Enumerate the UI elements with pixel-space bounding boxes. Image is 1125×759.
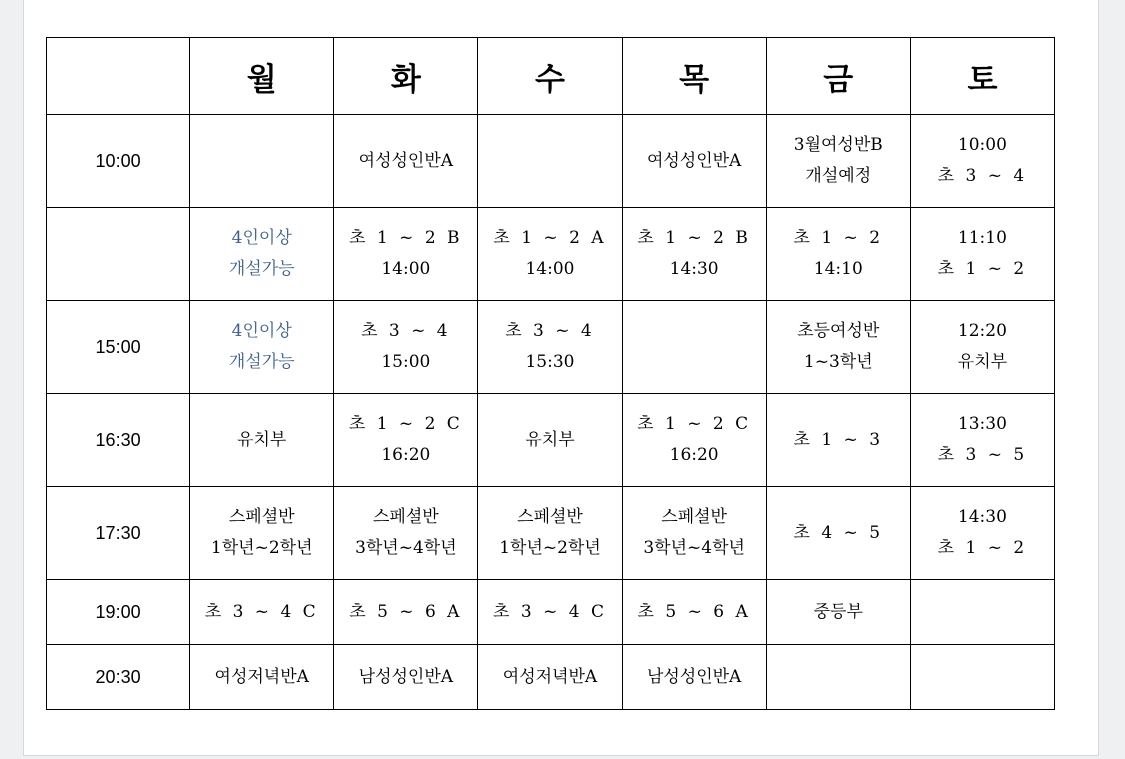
class-line: 4인이상 xyxy=(231,321,292,341)
class-line: 초 1 ~ 2 C xyxy=(348,414,463,434)
class-line: 초 1 ~ 2 xyxy=(937,538,1028,558)
class-line: 스페셜반 xyxy=(661,507,727,527)
class-line: 12:20 xyxy=(957,321,1007,341)
day-header-sat: 토 xyxy=(910,38,1054,115)
schedule-cell xyxy=(190,208,334,301)
schedule-cell xyxy=(622,580,766,645)
schedule-cell xyxy=(190,115,334,208)
class-line: 여성성인반A xyxy=(646,150,742,171)
header-row xyxy=(47,38,1055,115)
schedule-cell xyxy=(910,208,1054,301)
schedule-cell xyxy=(622,301,766,394)
class-line: 14:30 xyxy=(957,507,1007,527)
schedule-cell xyxy=(622,645,766,710)
class-line: 초 3 ~ 4 C xyxy=(204,601,319,622)
class-line: 초 3 ~ 4 xyxy=(937,166,1028,186)
class-line: 초 1 ~ 2 A xyxy=(493,228,607,248)
schedule-cell xyxy=(766,208,910,301)
class-line: 3학년~4학년 xyxy=(643,538,745,558)
schedule-cell xyxy=(190,645,334,710)
schedule-cell xyxy=(622,115,766,208)
document-page xyxy=(23,0,1099,756)
schedule-cell xyxy=(766,301,910,394)
schedule-cell xyxy=(334,394,478,487)
class-line: 11:10 xyxy=(957,228,1007,248)
day-header-thu: 목 xyxy=(622,38,766,115)
class-line: 초 1 ~ 2 C xyxy=(637,414,752,434)
schedule-cell xyxy=(766,394,910,487)
day-header-wed: 수 xyxy=(478,38,622,115)
corner-cell xyxy=(47,38,190,115)
table-row xyxy=(47,580,1055,645)
schedule-cell xyxy=(478,580,622,645)
day-header-fri: 금 xyxy=(766,38,910,115)
class-line: 14:10 xyxy=(813,259,863,279)
class-line: 스페셜반 xyxy=(228,507,295,527)
time-cell: 10:00 xyxy=(47,115,190,208)
schedule-cell xyxy=(910,580,1054,645)
schedule-cell xyxy=(478,301,622,394)
table-row xyxy=(47,394,1055,487)
schedule-cell xyxy=(190,301,334,394)
time-cell: 16:30 xyxy=(47,394,190,487)
class-line: 초 1 ~ 2 B xyxy=(349,228,463,248)
class-line: 초 3 ~ 4 xyxy=(505,321,595,341)
schedule-cell xyxy=(622,394,766,487)
time-cell: 15:00 xyxy=(47,301,190,394)
schedule-cell xyxy=(190,487,334,580)
class-line: 4인이상 xyxy=(231,228,292,248)
schedule-cell xyxy=(766,115,910,208)
class-line: 16:20 xyxy=(669,445,719,465)
class-line: 14:00 xyxy=(525,259,575,279)
class-line: 1학년~2학년 xyxy=(210,538,313,558)
schedule-cell xyxy=(334,645,478,710)
schedule-cell xyxy=(766,580,910,645)
schedule-cell xyxy=(334,301,478,394)
schedule-cell xyxy=(478,115,622,208)
schedule-cell xyxy=(334,487,478,580)
class-line: 14:00 xyxy=(381,259,431,279)
class-line: 개설예정 xyxy=(805,166,872,186)
class-line: 스페셜반 xyxy=(517,507,583,527)
class-line: 14:30 xyxy=(669,259,719,279)
class-line: 3월여성반B xyxy=(793,135,883,155)
class-line: 10:00 xyxy=(957,135,1007,155)
class-schedule-table xyxy=(46,37,1055,710)
class-line: 초 3 ~ 4 C xyxy=(493,601,607,622)
schedule-cell xyxy=(910,115,1054,208)
schedule-cell xyxy=(334,580,478,645)
schedule-cell xyxy=(910,394,1054,487)
class-line: 유치부 xyxy=(525,429,575,450)
schedule-cell xyxy=(478,208,622,301)
class-line: 남성성인반A xyxy=(358,666,454,687)
table-row xyxy=(47,645,1055,710)
schedule-cell xyxy=(766,645,910,710)
class-line: 초 1 ~ 2 xyxy=(793,228,884,248)
class-line: 여성성인반A xyxy=(358,150,454,171)
class-line: 초 1 ~ 2 xyxy=(937,259,1028,279)
class-line: 3학년~4학년 xyxy=(355,538,457,558)
class-line: 15:30 xyxy=(525,352,575,372)
class-line: 초등여성반 xyxy=(797,321,880,341)
schedule-cell xyxy=(766,487,910,580)
class-line: 중등부 xyxy=(813,601,863,622)
time-cell xyxy=(47,208,190,301)
schedule-cell xyxy=(478,487,622,580)
schedule-cell xyxy=(334,115,478,208)
schedule-cell xyxy=(622,208,766,301)
day-header-mon: 월 xyxy=(190,38,334,115)
day-header-tue: 화 xyxy=(334,38,478,115)
class-line: 13:30 xyxy=(957,414,1007,434)
schedule-cell xyxy=(190,394,334,487)
schedule-cell xyxy=(910,301,1054,394)
class-line: 초 1 ~ 3 xyxy=(793,429,884,450)
time-cell: 17:30 xyxy=(47,487,190,580)
table-row xyxy=(47,115,1055,208)
class-line: 남성성인반A xyxy=(646,666,742,687)
class-line: 유치부 xyxy=(957,352,1008,372)
time-cell: 20:30 xyxy=(47,645,190,710)
class-line: 1학년~2학년 xyxy=(499,538,601,558)
class-line: 스페셜반 xyxy=(373,507,439,527)
schedule-cell xyxy=(334,208,478,301)
time-cell: 19:00 xyxy=(47,580,190,645)
class-line: 유치부 xyxy=(237,429,287,450)
class-line: 개설가능 xyxy=(228,259,295,279)
class-line: 초 1 ~ 2 B xyxy=(637,228,751,248)
table-row xyxy=(47,487,1055,580)
class-line: 16:20 xyxy=(381,445,431,465)
class-line: 초 5 ~ 6 A xyxy=(637,601,751,622)
table-row xyxy=(47,301,1055,394)
class-line: 초 5 ~ 6 A xyxy=(349,601,463,622)
class-line: 여성저녁반A xyxy=(502,666,598,687)
schedule-cell xyxy=(910,645,1054,710)
schedule-cell xyxy=(190,580,334,645)
class-line: 개설가능 xyxy=(228,352,295,372)
class-line: 초 3 ~ 5 xyxy=(937,445,1028,465)
table-row xyxy=(47,208,1055,301)
class-line: 15:00 xyxy=(381,352,431,372)
class-line: 1~3학년 xyxy=(803,352,873,372)
schedule-cell xyxy=(910,487,1054,580)
schedule-cell xyxy=(622,487,766,580)
schedule-cell xyxy=(478,394,622,487)
class-line: 여성저녁반A xyxy=(214,666,309,687)
class-line: 초 4 ~ 5 xyxy=(793,522,884,543)
class-line: 초 3 ~ 4 xyxy=(361,321,451,341)
schedule-cell xyxy=(478,645,622,710)
